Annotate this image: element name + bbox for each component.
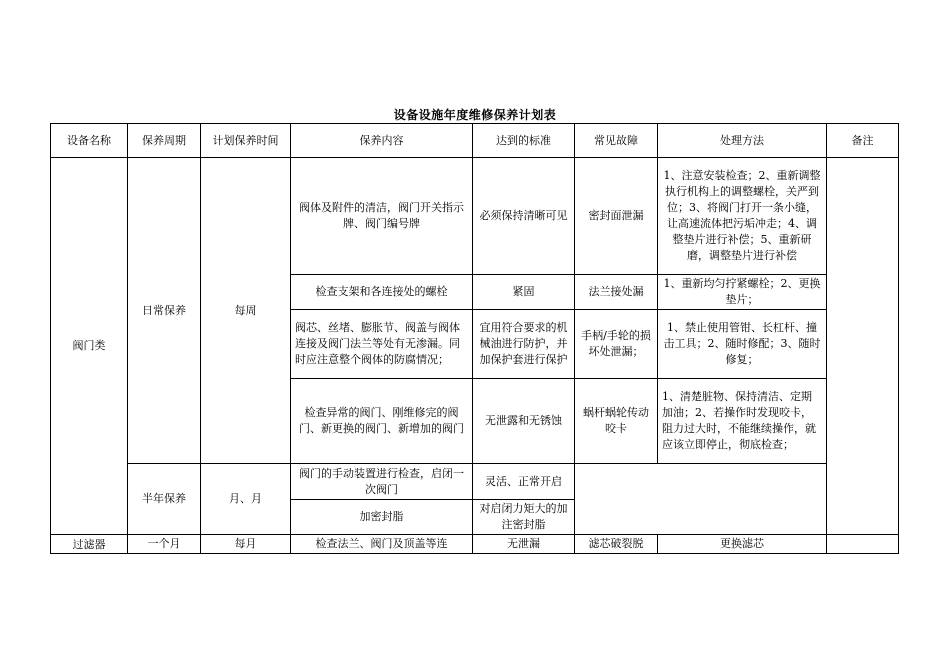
content-cell: 加密封脂	[291, 500, 473, 535]
method-cell: 1、注意安装检查；2、重新调整执行机构上的调整螺栓，关严到位；3、将阀门打开一条小缝，让高速流体把污垢冲走；4、调整垫片进行补偿；5、重新研磨，调整垫片进行补偿	[658, 158, 827, 275]
fault-cell: 密封面泄漏	[575, 158, 658, 275]
fault-method-empty-cell	[575, 464, 827, 535]
page-title: 设备设施年度维修保养计划表	[393, 108, 557, 122]
method-cell: 更换滤芯	[658, 535, 827, 554]
table-row	[51, 158, 899, 275]
fault-cell: 法兰接处漏	[575, 275, 658, 310]
content-cell: 阀芯、丝堵、膨胀节、阀盖与阀体连接及阀门法兰等处有无渗漏。同时应注意整个阀体的防腐情况；	[291, 310, 473, 379]
standard-cell: 对启闭力矩大的加注密封脂	[473, 500, 575, 535]
equipment-name-cell: 过滤器	[51, 535, 128, 554]
standard-cell: 灵活、正常开启	[473, 464, 575, 500]
period-cell: 日常保养	[128, 158, 201, 464]
period-cell: 一个月	[128, 535, 201, 554]
standard-cell: 必须保持清晰可见	[473, 158, 575, 275]
method-cell: 1、重新均匀拧紧螺栓；2、更换垫片；	[658, 275, 827, 310]
content-cell: 检查异常的阀门、刚维修完的阀门、新更换的阀门、新增加的阀门	[291, 379, 473, 464]
method-cell: 1、禁止使用管钳、长杠杆、撞击工具；2、随时修配；3、随时修复；	[658, 310, 827, 379]
method-cell: 1、清楚脏物、保持清洁、定期加油；2、若操作时发现咬卡，阻力过大时，不能继续操作，就应该立即停止，彻底检查；	[658, 379, 827, 464]
content-cell: 检查支架和各连接处的螺栓	[291, 275, 473, 310]
remarks-cell	[827, 158, 899, 535]
standard-cell: 无泄露和无锈蚀	[473, 379, 575, 464]
content-cell: 阀体及附件的清洁，阀门开关指示牌、阀门编号牌	[291, 158, 473, 275]
planned-time-cell: 月、月	[201, 464, 291, 535]
header-standard: 达到的标准	[473, 124, 575, 158]
content-cell: 检查法兰、阀门及顶盖等连	[291, 535, 473, 554]
header-equipment-name: 设备名称	[51, 124, 128, 158]
equipment-name-cell: 阀门类	[51, 158, 128, 535]
planned-time-cell: 每月	[201, 535, 291, 554]
fault-cell: 蜗杆蜗轮传动咬卡	[575, 379, 658, 464]
fault-cell: 滤芯破裂脱	[575, 535, 658, 554]
table-row	[51, 464, 899, 500]
standard-cell: 无泄漏	[473, 535, 575, 554]
standard-cell: 宜用符合要求的机械油进行防护，并加保护套进行保护	[473, 310, 575, 379]
period-cell: 半年保养	[128, 464, 201, 535]
remarks-cell	[827, 535, 899, 554]
maintenance-table	[50, 123, 899, 554]
header-period: 保养周期	[128, 124, 201, 158]
header-common-fault: 常见故障	[575, 124, 658, 158]
standard-cell: 紧固	[473, 275, 575, 310]
content-cell: 阀门的手动装置进行检查，启闭一次阀门	[291, 464, 473, 500]
header-remarks: 备注	[827, 124, 899, 158]
table-row	[51, 535, 899, 554]
header-row	[51, 124, 899, 158]
header-planned-time: 计划保养时间	[201, 124, 291, 158]
planned-time-cell: 每周	[201, 158, 291, 464]
header-content: 保养内容	[291, 124, 473, 158]
fault-cell: 手柄/手轮的损坏处泄漏；	[575, 310, 658, 379]
header-method: 处理方法	[658, 124, 827, 158]
